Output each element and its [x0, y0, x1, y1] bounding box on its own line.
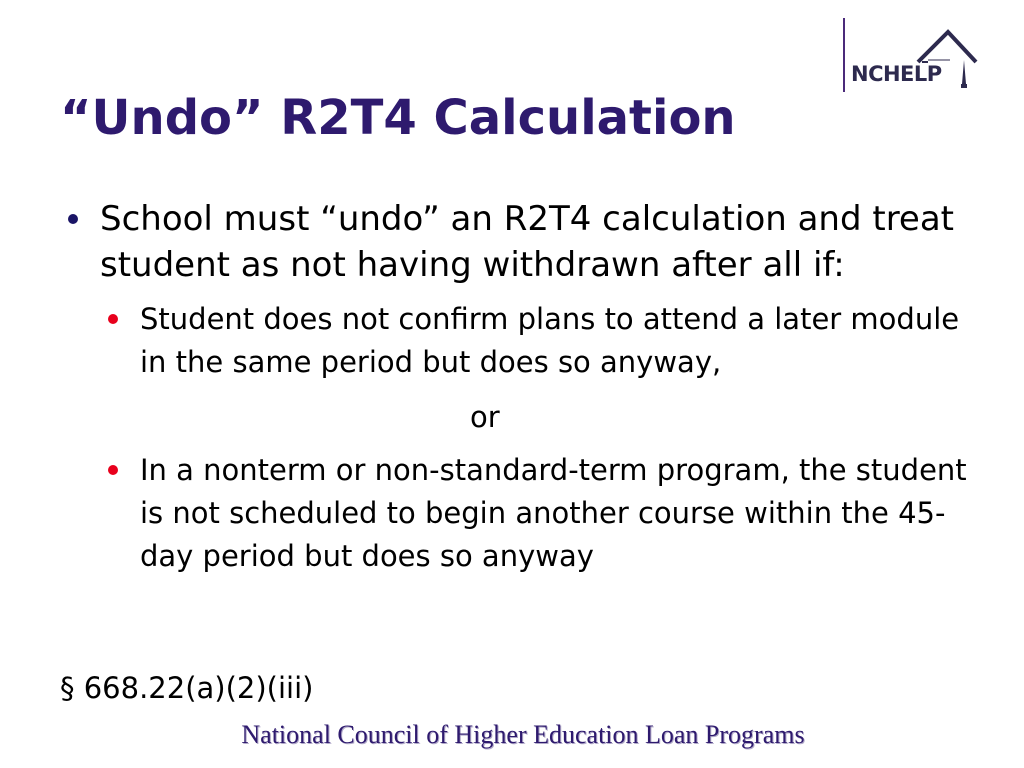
bullet-item: [60, 196, 960, 288]
logo-text: NCHELP: [851, 62, 942, 86]
sub-bullet-text: Student does not confirm plans to attend a later module in the same period but does so anyway,: [140, 302, 960, 379]
sub-bullet-dot-icon: [108, 314, 118, 324]
bullet-dot-icon: [68, 214, 78, 224]
connector-text: or: [470, 400, 500, 434]
bullet-text: School must “undo” an R2T4 calculation and treat student as not having withdrawn after all if:: [100, 199, 955, 285]
sub-bullet-text: In a nonterm or non-standard-term program, the student is not scheduled to begin another course within the 45-day period but does so anyway: [140, 453, 967, 573]
footer-organization: National Council of Higher Education Loan Programs: [241, 720, 805, 749]
regulation-citation: § 668.22(a)(2)(iii): [60, 671, 314, 705]
slide-body: [60, 196, 967, 578]
sub-bullet-dot-icon: [108, 465, 118, 475]
slide-title: “Undo” R2T4 Calculation: [60, 90, 736, 146]
nchelp-logo: [843, 18, 984, 92]
sub-bullet-item: [100, 298, 970, 384]
sub-bullet-item: [100, 449, 970, 578]
